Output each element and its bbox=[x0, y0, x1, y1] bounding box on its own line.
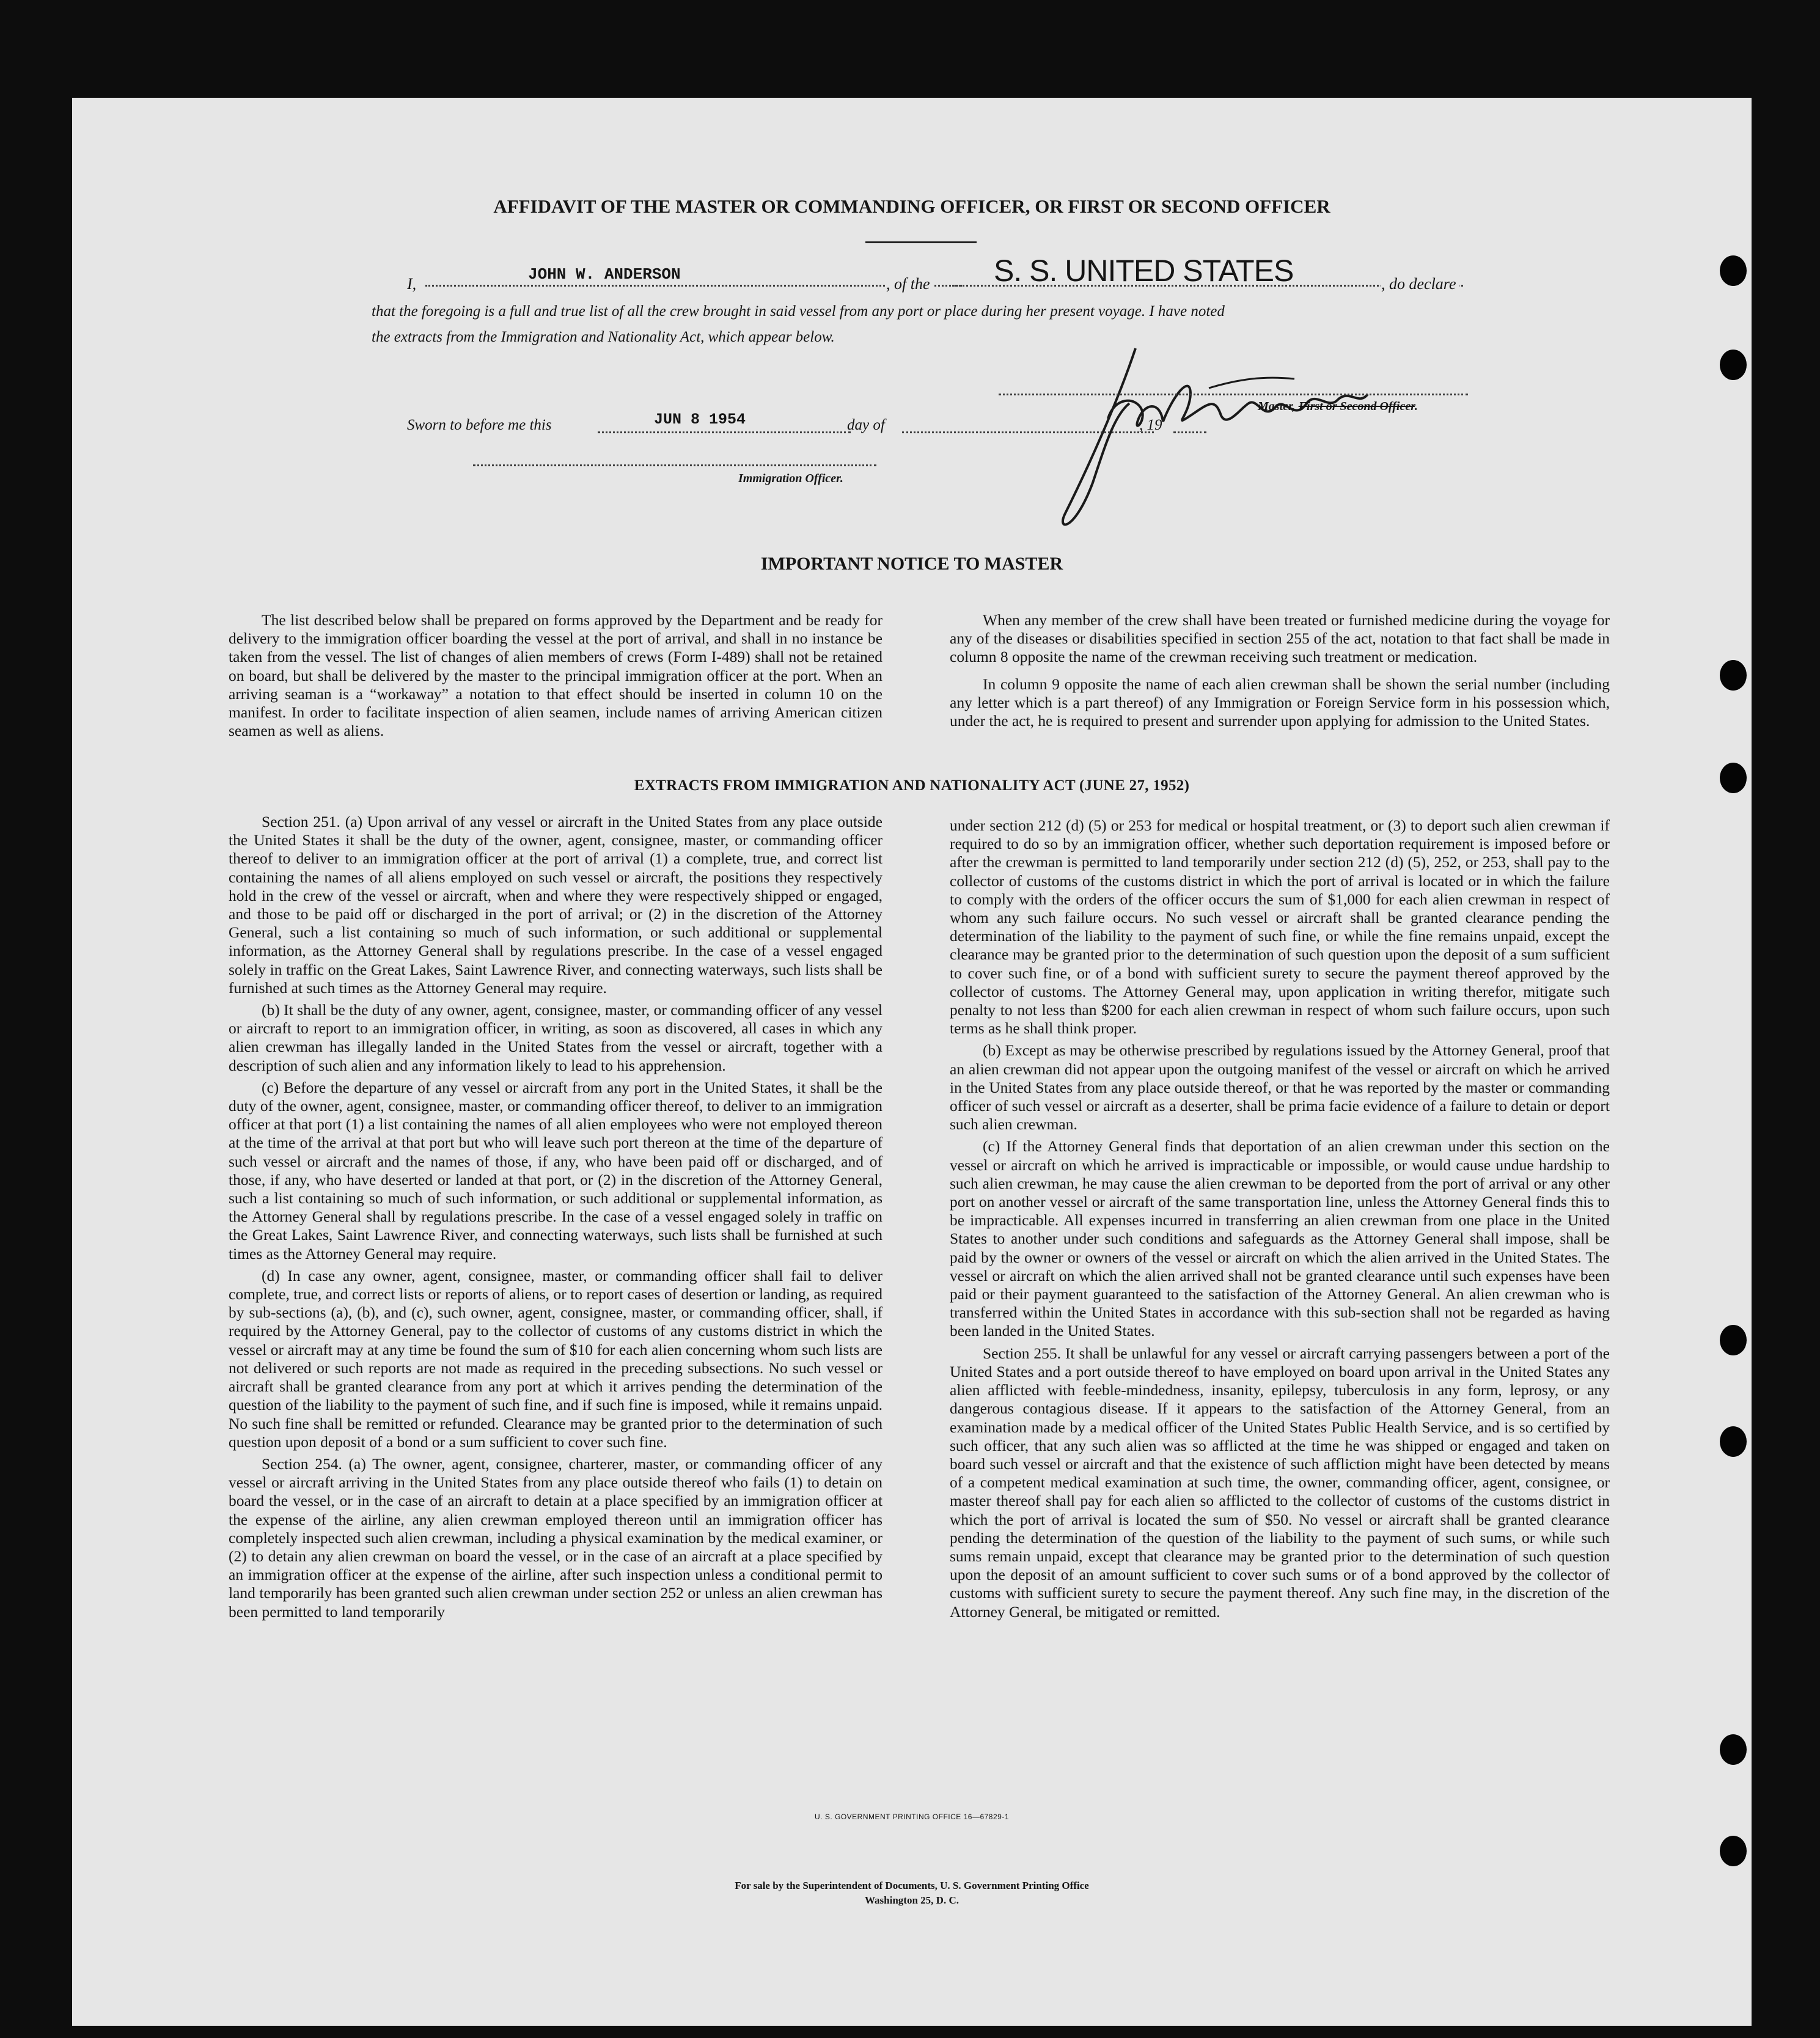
master-name: JOHN W. ANDERSON bbox=[528, 265, 681, 284]
section-254-a-continued: under section 212 (d) (5) or 253 for medical or hospital treatment, or (3) to deport such alien crewman if required to do so by an immigration officer, whether such deportation requirement is imposed before or after the crewman is permitted to land temporarily under section 212 (d) (5), 252, or 253, shall pay to the collector of customs of the customs district in which the port of arrival is located or in which the failure to comply with the orders of the officer occurs the sum of $1,000 for each alien crewman in respect of whom any such failure occurs. No such vessel or aircraft shall be granted clearance pending the determination of the liability to the payment of such fine, or while the fine remains unpaid, except the clearance may be granted prior to the determination of such question upon the deposit of a sum sufficient to cover such fine, or of a bond with sufficient surety to secure the payment thereof approved by the collector of customs. The Attorney General may, upon application in writing therefor, mitigate such penalty to not less than $200 for each alien crewman in respect of whom such failure occurs, upon such terms as he shall think proper. bbox=[950, 816, 1610, 1038]
name-line bbox=[425, 285, 962, 287]
declaration-line-2: the extracts from the Immigration and Nationality Act, which appear below. bbox=[372, 329, 835, 345]
section-251-a: Section 251. (a) Upon arrival of any vessel or aircraft in the United States from any place outside the United States it shall be the duty of the owner, agent, consignee, master, or commanding officer thereof to deliver to an immigration officer at the port of arrival (1) a complete, true, and correct list containing the names of all aliens employed on such vessel or aircraft, the positions they respectively hold in the crew of the vessel or aircraft, when and where they were respectively shipped or engaged, and those to be paid off or discharged in the port of arrival; or (2) in the discretion of the Attorney General, such a list containing so much of such information, or such additional or supplemental information, as the Attorney General shall by regulations prescribe. In the case of a vessel engaged solely in traffic on the Great Lakes, Saint Lawrence River, and connecting waterways, such lists shall be furnished at such times as the Attorney General may require. bbox=[229, 813, 882, 997]
section-251-d: (d) In case any owner, agent, consignee, master, or commanding officer shall fail to deliver complete, true, and correct lists or reports of aliens, or to report cases of desertion or landing, as required by sub-sections (a), (b), and (c), such owner, agent, consignee, master, or commanding officer, shall, if required by the Attorney General, pay to the collector of customs of any customs district in which the vessel or aircraft may at any time be found the sum of $10 for each alien concerning whom such lists are not delivered or such reports are not made as required in the preceding subsections. No such vessel or aircraft shall be granted clearance from any port at which it arrives pending the determination of the question of the liability to the payment of such fine, and if such fine is imposed, while it remains unpaid. No such fine shall be remitted or refunded. Clearance may be granted prior to the determination of such question upon deposit of a bond or a sum sufficient to cover such fine. bbox=[229, 1266, 882, 1451]
master-signature bbox=[1007, 330, 1447, 581]
notice-right-paragraph: In column 9 opposite the name of each alien crewman shall be shown the serial number (including any letter which is a part thereof) of any Immigration or Foreign Service form in his possession which, under the act, he is required to present and surrender upon applying for admission to the United States. bbox=[950, 675, 1610, 730]
notice-right-column bbox=[950, 611, 1610, 734]
extracts-title: EXTRACTS FROM IMMIGRATION AND NATIONALITY ACT (JUNE 27, 1952) bbox=[634, 777, 1190, 794]
year-line bbox=[1173, 431, 1206, 433]
do-declare-label: , do declare bbox=[1381, 275, 1459, 293]
punch-hole bbox=[1720, 1426, 1747, 1457]
immigration-officer-label: Immigration Officer. bbox=[738, 472, 843, 485]
punch-hole bbox=[1720, 1836, 1747, 1866]
declaration-line-1: that the foregoing is a full and true list of all the crew brought in said vessel from any port or place during her present voyage. I have noted bbox=[372, 303, 1225, 320]
section-254-b: (b) Except as may be otherwise prescribed by regulations issued by the Attorney General, proof that an alien crewman did not appear upon the outgoing manifest of the vessel or aircraft on which he arrived in the United States from any place outside thereof, or that he was reported by the master or commanding officer of such vessel or aircraft as a deserter, shall be prima facie evidence of a failure to detain or deport such alien crewman. bbox=[950, 1041, 1610, 1134]
title-rule bbox=[865, 241, 977, 243]
signature-caption bbox=[1258, 400, 1418, 414]
notice-title: IMPORTANT NOTICE TO MASTER bbox=[760, 554, 1063, 574]
notice-left-column bbox=[229, 611, 882, 744]
signature-line bbox=[999, 394, 1468, 395]
sale-line-2: Washington 25, D. C. bbox=[865, 1894, 959, 1906]
section-254-c: (c) If the Attorney General finds that deportation of an alien crewman under this section on the vessel or aircraft on which he arrived is impracticable or impossible, or would cause undue hardship to such alien crewman, he may cause the alien crewman to be deported from the port of arrival or any other port on another vessel or aircraft of the same transportation line, unless the Attorney General finds this to be impracticable. All expenses incurred in transferring an alien crewman from one place in the United States to another under such conditions and safeguards as the Attorney General shall impose, shall be paid by the owner or owners of the vessel or aircraft on which the alien arrived in the United States. The vessel or aircraft on which the alien arrived shall not be granted clearance until such expenses have been paid or their payment guaranteed to the satisfaction of the Attorney General. An alien crewman who is transferred within the United States in accordance with this sub-section shall not be regarded as having been landed in the United States. bbox=[950, 1137, 1610, 1340]
printer-line: U. S. GOVERNMENT PRINTING OFFICE 16—67829-1 bbox=[814, 1813, 1009, 1821]
signature-caption-prefix: Master, bbox=[1258, 400, 1299, 413]
punch-hole bbox=[1720, 255, 1747, 286]
punch-hole bbox=[1720, 763, 1747, 793]
sale-line-1: For sale by the Superintendent of Documents, U. S. Government Printing Office bbox=[735, 1880, 1089, 1891]
punch-hole bbox=[1720, 1325, 1747, 1355]
affidavit-title: AFFIDAVIT OF THE MASTER OR COMMANDING OFFICER, OR FIRST OR SECOND OFFICER bbox=[493, 196, 1330, 217]
section-255: Section 255. It shall be unlawful for any vessel or aircraft carrying passengers between a port of the United States and a port outside thereof to have employed on board upon arrival in the United States any alien afflicted with feeble-mindedness, insanity, epilepsy, tuberculosis in any form, leprosy, or any dangerous contagious disease. If it appears to the satisfaction of the Attorney General, from an examination made by a medical officer of the United States Public Health Service, and is so certified by such officer, that any such alien was so afflicted at the time he was shipped or engaged and taken on board such vessel or aircraft and that the existence of such affliction might have been detected by means of a competent medical examination at such time, the owner, commanding officer, agent, consignee, or master thereof shall pay for each alien so afflicted to the collector of customs of the customs district in which the port of arrival is located the sum of $50. No vessel or aircraft shall be granted clearance pending the determination of the question of the liability to the payment of such sums, or while such sums remain unpaid, except that clearance may be granted prior to the determination of such question upon the deposit of an amount sufficient to cover such sums or of a bond approved by the collector of customs with sufficient surety to secure the payment thereof. Any such fine may, in the discretion of the Attorney General, be mitigated or remitted. bbox=[950, 1344, 1610, 1621]
notice-right-paragraph: When any member of the crew shall have been treated or furnished medicine during the voyage for any of the diseases or disabilities specified in section 255 of the act, notation to that fact shall be made in column 8 opposite the name of the crewman receiving such treatment or medication. bbox=[950, 611, 1610, 666]
sworn-label: Sworn to before me this bbox=[407, 417, 552, 433]
declarant-pronoun: I, bbox=[407, 275, 417, 293]
punch-hole bbox=[1720, 1734, 1747, 1765]
of-the-label: , of the bbox=[886, 275, 934, 293]
document-page bbox=[72, 98, 1752, 2026]
punch-hole bbox=[1720, 660, 1747, 691]
extracts-right-column bbox=[950, 816, 1610, 1625]
signature-caption-struck: First or Second Officer bbox=[1298, 400, 1415, 413]
year-label: , 19 bbox=[1139, 417, 1162, 433]
extracts-left-column bbox=[229, 813, 882, 1625]
sworn-date: JUN 8 1954 bbox=[654, 411, 746, 428]
immigration-officer-line bbox=[473, 464, 876, 466]
section-254-a: Section 254. (a) The owner, agent, consignee, charterer, master, or commanding officer of any vessel or aircraft arriving in the United States from any place outside thereof who fails (1) to detain on board the vessel, or in the case of an aircraft to detain at a place specified by an immigration officer at the expense of the airline, any alien crewman employed thereon until an immigration officer has completely inspected such alien crewman, including a physical examination by the medical examiner, or (2) to detain any alien crewman on board the vessel, or in the case of an aircraft at a place specified by an immigration officer at the expense of the airline, after such inspection unless a conditional permit to land temporarily has been granted such alien crewman under section 252 or unless an alien crewman has been permitted to land temporarily bbox=[229, 1454, 882, 1621]
day-of-label: day of bbox=[847, 417, 885, 433]
signature-caption-end: . bbox=[1414, 400, 1418, 413]
sworn-date-line bbox=[598, 431, 851, 433]
section-251-c: (c) Before the departure of any vessel or aircraft from any port in the United States, it shall be the duty of the owner, agent, consignee, master, or commanding officer thereof, to deliver to an immigration officer at that port (1) a list containing the names of all alien employees who were not employed thereon at the time of the arrival at that port but who will leave such port thereon at the time of the departure of such vessel or aircraft and the names of those, if any, who have been paid off or discharged, and of those, if any, who have deserted or landed at that port, or (2) in the discretion of the Attorney General, such a list containing so much of such information, or such additional or supplemental information, as the Attorney General shall by regulations prescribe. In the case of a vessel engaged solely in traffic on the Great Lakes, Saint Lawrence River, and connecting waterways, such lists shall be furnished at such times as the Attorney General may require. bbox=[229, 1078, 882, 1263]
section-251-b: (b) It shall be the duty of any owner, agent, consignee, master, or commanding officer of any vessel or aircraft to report to an immigration officer, in writing, as soon as discovered, all cases in which any alien crewman has illegally landed in the United States from the vessel or aircraft, together with a description of such alien and any information likely to lead to his apprehension. bbox=[229, 1001, 882, 1074]
notice-left-paragraph: The list described below shall be prepared on forms approved by the Department and be ready for delivery to the immigration officer boarding the vessel at the port of arrival, and shall in no instance be taken from the vessel. The list of changes of alien members of crews (Form I-489) shall not be retained on board, but shall be delivered by the master to the principal immigration officer at the port. When an arriving seaman is a “workaway” a notation to that effect should be inserted in column 10 on the manifest. In order to facilitate inspection of alien seamen, include names of arriving American citizen seamen as well as aliens. bbox=[229, 611, 882, 740]
vessel-name: S. S. UNITED STATES bbox=[994, 254, 1294, 288]
day-of-line bbox=[902, 431, 1154, 433]
punch-hole bbox=[1720, 350, 1747, 380]
